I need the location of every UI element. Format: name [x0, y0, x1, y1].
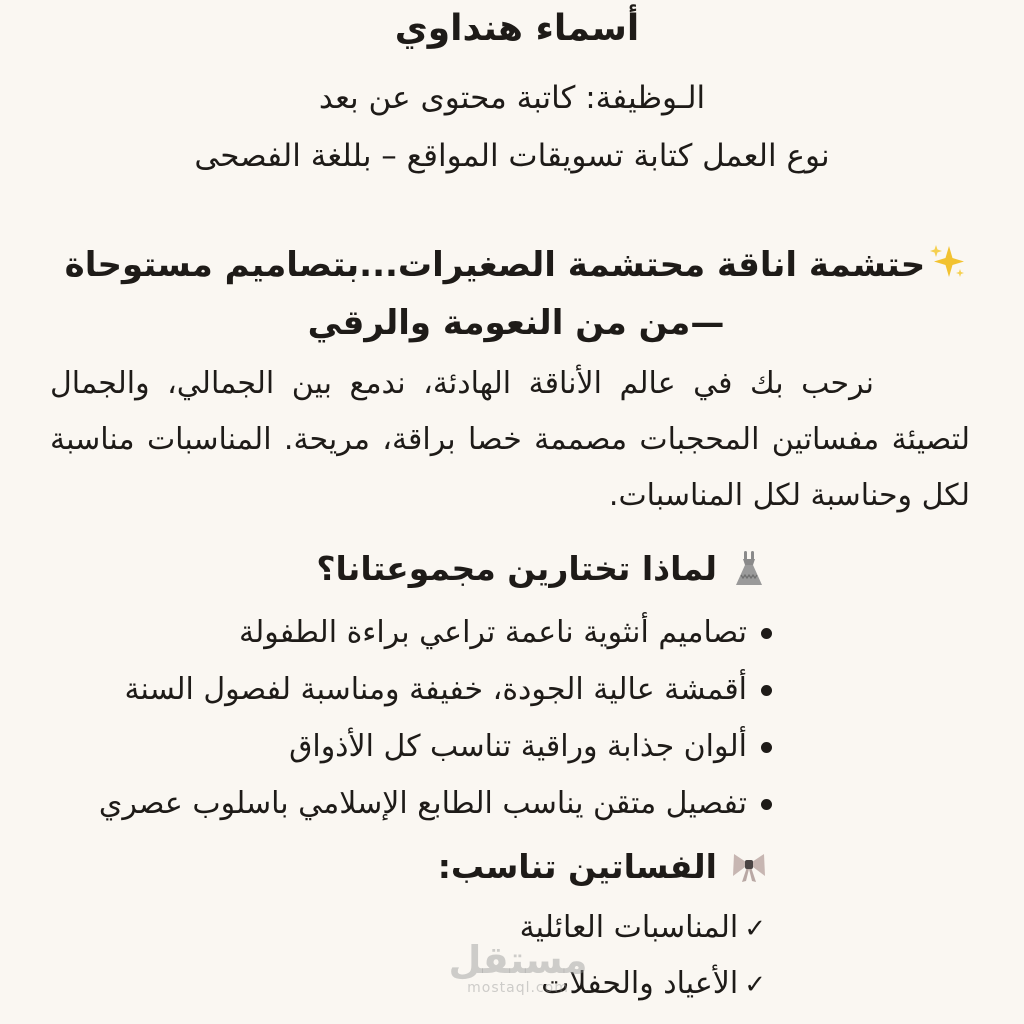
dress-icon — [729, 548, 769, 588]
list-item: ✓المناسبات العائلية — [520, 900, 766, 956]
why-section-title — [316, 548, 769, 588]
list-item: أقمشة عالية الجودة، خفيفة ومناسبة لفصول السنة — [99, 661, 772, 718]
list-item: ألوان جذابة وراقية تناسب كل الأذواق — [99, 718, 772, 775]
suits-section-title — [438, 846, 769, 886]
list-item: ✓الأعياد والحفلات — [520, 956, 766, 1012]
list-item: تفصيل متقن يناسب الطابع الإسلامي باسلوب عصري — [99, 775, 772, 832]
work-type-line: نوع العمل كتابة تسويقات المواقع – بللغة الفصحى — [194, 138, 830, 174]
features-list — [99, 604, 772, 832]
watermark — [438, 940, 598, 996]
why-title-text: لماذا تختارين مجموعتانا؟ — [316, 548, 717, 588]
headline — [60, 236, 972, 352]
watermark-logo: مستقل — [448, 938, 588, 982]
sparkles-icon — [927, 242, 967, 282]
author-name: أسماء هنداوي — [394, 8, 640, 49]
check-icon: ✓ — [744, 970, 766, 1000]
bullet-icon — [761, 799, 772, 810]
watermark-site: mostaql.com — [467, 980, 569, 996]
headline-text: حتشمة اناقة محتشمة الصغيرات...بتصاميم مستوحاة—من من النعومة والرقي — [64, 245, 926, 343]
suits-title-text: الفساتين تناسب: — [437, 846, 717, 886]
bow-icon — [729, 846, 769, 886]
job-title-line: الـوظيفة: كاتبة محتوى عن بعد — [318, 80, 706, 116]
bullet-icon — [761, 685, 772, 696]
bullet-icon — [761, 742, 772, 753]
bullet-icon — [761, 628, 772, 639]
intro-paragraph: نرحب بك في عالم الأناقة الهادئة، ندمع بين الجمالي، والجمال لتصيئة مفساتين المحجبات مصممة خصا براقة، مريحة. المناسبات مناسبة لكل وحناسبة لكل المناسبات. — [50, 366, 970, 513]
list-item: تصاميم أنثوية ناعمة تراعي براءة الطفولة — [99, 604, 772, 661]
check-icon: ✓ — [744, 914, 766, 944]
